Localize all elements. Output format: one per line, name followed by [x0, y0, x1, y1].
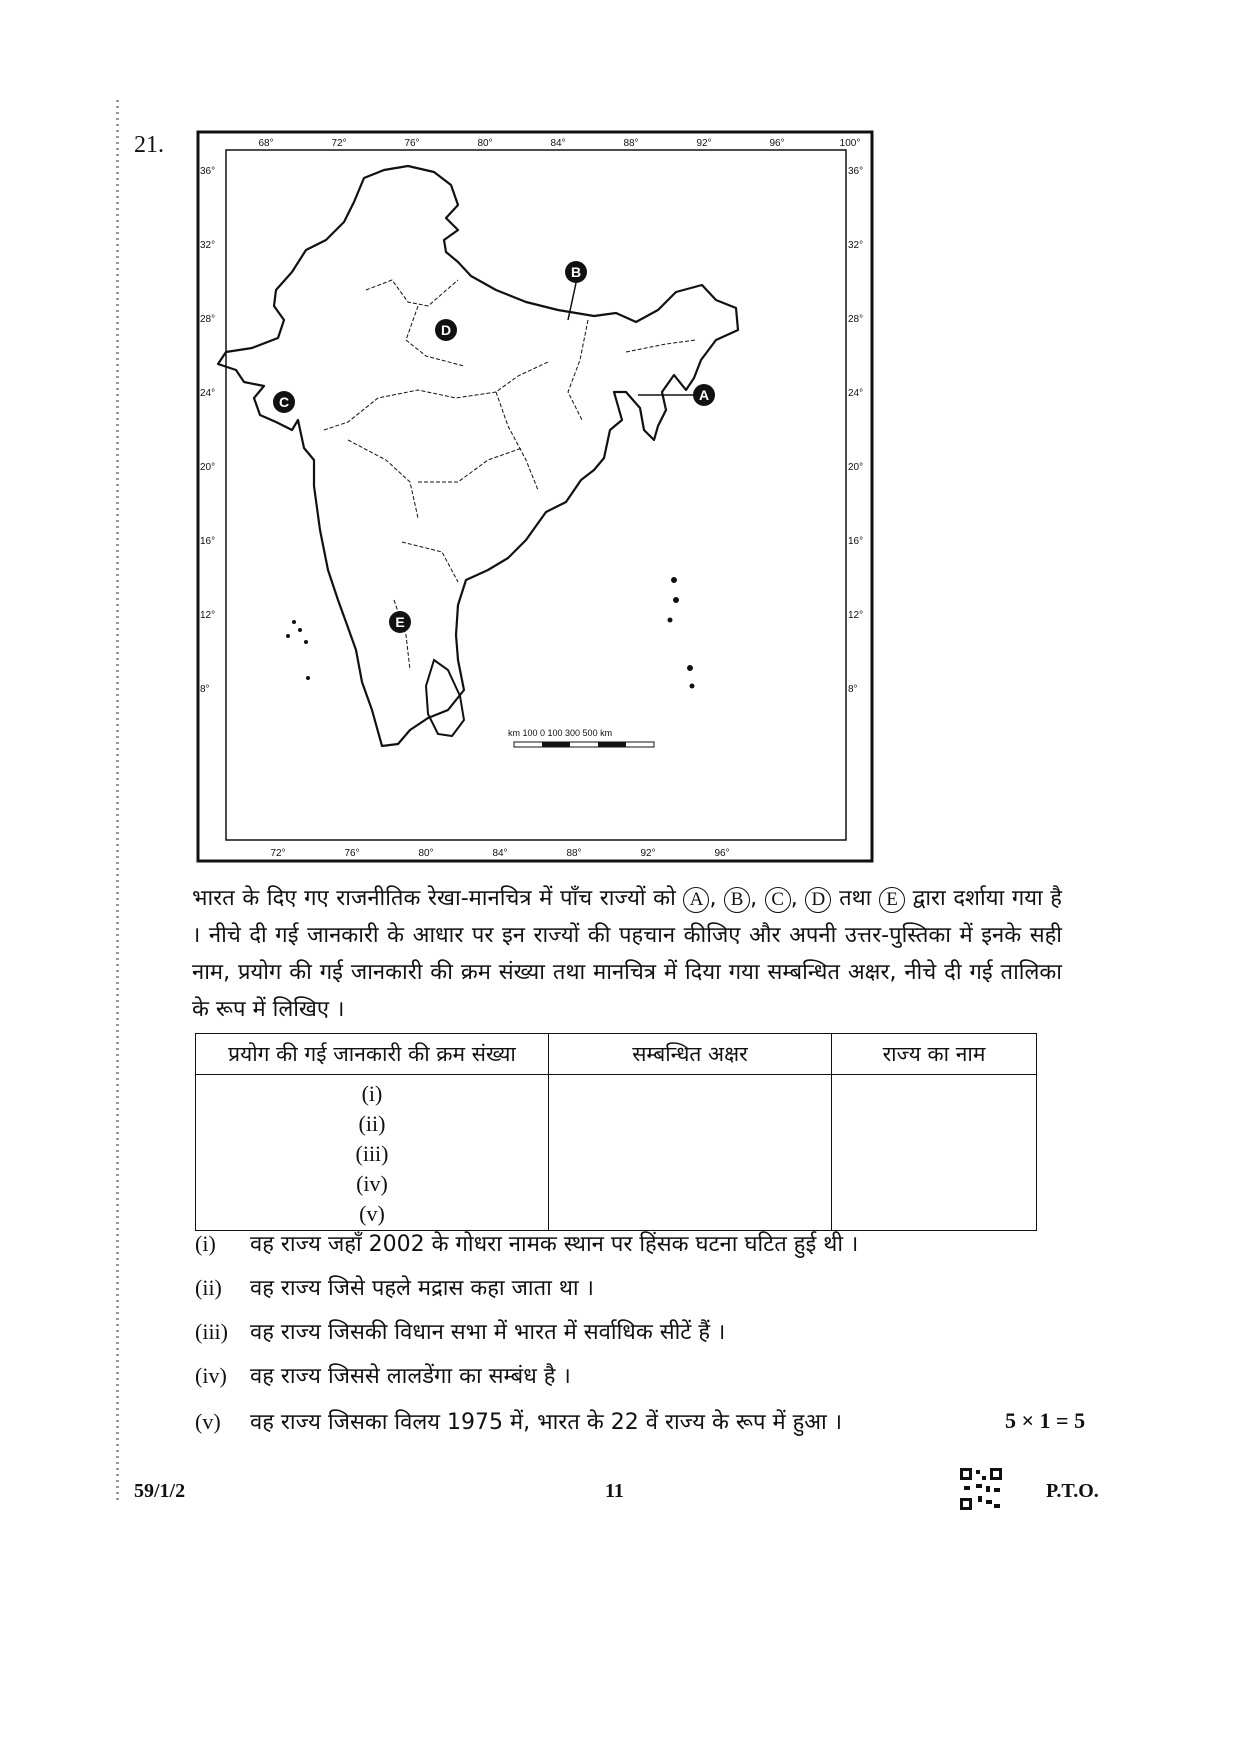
- serial-cell: [196, 1075, 549, 1231]
- list-item: [195, 1316, 1055, 1346]
- question-text: वह राज्य जिसे पहले मद्रास कहा जाता था ।: [250, 1276, 594, 1301]
- intro-part1: भारत के दिए गए राजनीतिक रेखा-मानचित्र में पाँच राज्यों को: [192, 886, 676, 911]
- serial-4: (iv): [356, 1171, 388, 1196]
- islands: [286, 577, 695, 689]
- longitude-label-bottom: 84°: [492, 848, 508, 859]
- latitude-label-left: 24°: [200, 388, 216, 399]
- letter-circle-b: B: [724, 887, 750, 913]
- header-serial: प्रयोग की गई जानकारी की क्रम संख्या: [196, 1034, 549, 1075]
- longitude-label-top: 68°: [258, 138, 274, 149]
- longitude-label-bottom: 88°: [566, 848, 582, 859]
- map-outer-border: [198, 132, 872, 861]
- latitude-label-left: 20°: [200, 462, 216, 473]
- question-num: (i): [195, 1231, 216, 1256]
- longitude-label-bottom: 76°: [344, 848, 360, 859]
- question-num: (v): [195, 1409, 221, 1434]
- longitude-label-top: 88°: [623, 138, 639, 149]
- answer-table: [195, 1033, 1037, 1231]
- letter-circle-a: A: [683, 887, 709, 913]
- longitude-label-bottom: 72°: [270, 848, 286, 859]
- longitude-label-bottom: 80°: [418, 848, 434, 859]
- longitude-label-top: 96°: [769, 138, 785, 149]
- question-num: (ii): [195, 1275, 222, 1300]
- letter-circle-c: C: [765, 887, 791, 913]
- question-num: (iii): [195, 1319, 228, 1344]
- map-marker-label: A: [698, 387, 710, 403]
- map-svg: [196, 130, 874, 863]
- india-outline: [218, 166, 738, 746]
- map-marker-label: E: [395, 614, 405, 630]
- latitude-label-right: 20°: [848, 462, 864, 473]
- latitude-label-left: 12°: [200, 610, 216, 621]
- map-markers: [273, 261, 715, 633]
- list-item: [195, 1228, 1055, 1258]
- longitude-label-top: 76°: [404, 138, 420, 149]
- state-name-cell: [832, 1075, 1037, 1231]
- page-number: 11: [605, 1480, 624, 1502]
- india-political-map: [196, 130, 874, 863]
- map-marker-label: D: [440, 322, 452, 338]
- map-marker-label: B: [570, 264, 582, 280]
- question-num: (iv): [195, 1363, 227, 1388]
- longitude-label-bottom: 92°: [640, 848, 656, 859]
- header-letter: सम्बन्धित अक्षर: [549, 1034, 832, 1075]
- serial-1: (i): [361, 1081, 383, 1106]
- latitude-label-left: 16°: [200, 536, 216, 547]
- longitude-label-top: 72°: [331, 138, 347, 149]
- longitude-label-top: 80°: [477, 138, 493, 149]
- latitude-label-right: 12°: [848, 610, 864, 621]
- intro-part2: द्वारा दर्शाया गया है । नीचे दी गई जानकारी के आधार पर इन राज्यों की पहचान कीजिए और अपनी उत्तर-पुस्तिका में इनके सही नाम, प्रयोग की गई जानकारी की क्रम संख्या तथा मानचित्र में दिया गया सम्बन्धित अक्षर, नीचे दी गई तालिका के रूप में लिखिए ।: [192, 886, 1062, 1022]
- question-text: वह राज्य जिससे लालडेंगा का सम्बंध है ।: [250, 1364, 571, 1389]
- letter-circle-e: E: [879, 887, 905, 913]
- question-text: वह राज्य जिसकी विधान सभा में भारत में सर्वाधिक सीटें हैं ।: [250, 1320, 726, 1345]
- header-state-name: राज्य का नाम: [832, 1034, 1037, 1075]
- question-number: 21.: [134, 132, 164, 158]
- list-item: [195, 1360, 1055, 1390]
- question-text: वह राज्य जिसका विलय 1975 में, भारत के 22 वें राज्य के रूप में हुआ ।: [250, 1410, 843, 1435]
- question-text: वह राज्य जहाँ 2002 के गोधरा नामक स्थान पर हिंसक घटना घटित हुई थी ।: [250, 1232, 859, 1257]
- latitude-label-right: 36°: [848, 166, 864, 177]
- serial-5: (v): [359, 1201, 385, 1226]
- latitude-label-left: 36°: [200, 166, 216, 177]
- latitude-label-right: 8°: [848, 684, 858, 695]
- graticule-labels: [200, 138, 863, 859]
- latitude-label-right: 24°: [848, 388, 864, 399]
- longitude-label-top: 100°: [839, 138, 861, 149]
- pto-label: P.T.O.: [1046, 1480, 1099, 1502]
- map-marker-label: C: [278, 394, 290, 410]
- qr-code-icon: [960, 1468, 1002, 1510]
- serial-2: (ii): [358, 1111, 386, 1136]
- marker-b-leader: [568, 283, 576, 320]
- question-instructions: भारत के दिए गए राजनीतिक रेखा-मानचित्र में पाँच राज्यों को A , B , C , D तथा E द्वारा दर्शाया गया है । नीचे दी गई जानकारी के आधार पर इन राज्यों की पहचान कीजिए और अपनी उत्तर-पुस्तिका में इनके सही नाम, प्रयोग की गई जानकारी की क्रम संख्या तथा मानचित्र में दिया गया सम्बन्धित अक्षर, नीचे दी गई तालिका के रूप में लिखिए ।: [192, 886, 1062, 1022]
- latitude-label-left: 32°: [200, 240, 216, 251]
- list-item: [195, 1272, 1055, 1302]
- latitude-label-left: 28°: [200, 314, 216, 325]
- state-boundaries: [324, 280, 696, 670]
- longitude-label-bottom: 96°: [714, 848, 730, 859]
- margin-security-strip: [116, 100, 119, 1500]
- latitude-label-right: 16°: [848, 536, 864, 547]
- intro-connector: तथा: [839, 886, 872, 911]
- longitude-label-top: 84°: [550, 138, 566, 149]
- longitude-label-top: 92°: [696, 138, 712, 149]
- letter-circle-d: D: [805, 887, 831, 913]
- serial-3: (iii): [355, 1141, 389, 1166]
- marks-allocation: 5 × 1 = 5: [1005, 1408, 1086, 1433]
- scale-bar: [508, 728, 654, 747]
- list-item: [195, 1406, 1055, 1436]
- scale-label: km 100 0 100 300 500 km: [508, 728, 613, 738]
- paper-code: 59/1/2: [134, 1480, 186, 1502]
- latitude-label-right: 32°: [848, 240, 864, 251]
- latitude-label-left: 8°: [200, 684, 210, 695]
- letter-cell: [549, 1075, 832, 1231]
- latitude-label-right: 28°: [848, 314, 864, 325]
